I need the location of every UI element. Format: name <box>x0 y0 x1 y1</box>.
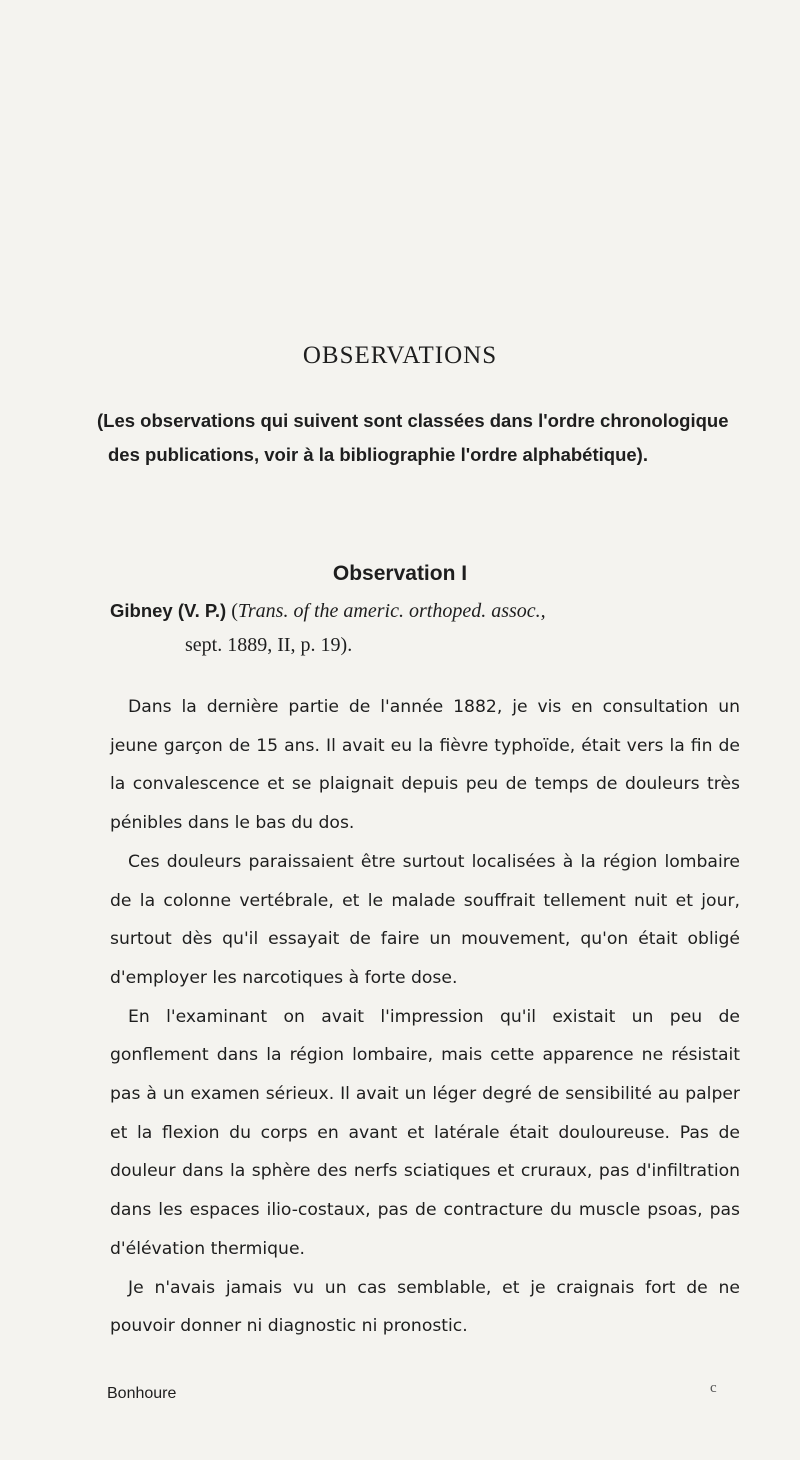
paragraph: Dans la dernière partie de l'année 1882, je vis en consultation un jeune garçon de 15 ans. Il avait eu la fièvre typhoïde, était vers la fin de la convalescence et se plaignait depuis peu de temps de douleurs très pénibles dans le bas du dos. <box>110 697 740 834</box>
reference-author: Gibney (V. P.) <box>110 600 227 621</box>
paragraph: Je n'avais jamais vu un cas semblable, et je craignais fort de ne pouvoir donner ni diagnostic ni pronostic. <box>110 1277 740 1337</box>
intro-note: (Les observations qui suivent sont classées dans l'ordre chronologique des publications, voir à la bibliographie l'ordre alphabétique). <box>97 410 729 465</box>
page-heading: OBSERVATIONS <box>302 342 498 369</box>
reference-journal: Trans. of the americ. orthoped. assoc., <box>237 600 546 622</box>
observation-title: Observation I <box>332 562 468 585</box>
paragraph: Ces douleurs paraissaient être surtout localisées à la région lombaire de la colonne vertébrale, et le malade souffrait tellement nuit et jour, surtout dès qu'il essayait de faire un mouvement, qu'on était obligé d'employer les narcotiques à forte dose. <box>110 851 740 988</box>
reference-details: sept. 1889, II, p. 19). <box>185 634 353 656</box>
paragraph: En l'examinant on avait l'impression qu'il existait un peu de gonflement dans la région lombaire, mais cette apparence ne résistait pas à un examen sérieux. Il avait un léger degré de sensibilité au palper et la flexion du corps en avant et latérale était douloureuse. Pas de douleur dans la sphère des nerfs sciatiques et cruraux, pas d'infiltration dans les espaces ilio-costaux, pas de contracture du muscle psoas, pas d'élévation thermique. <box>110 1006 740 1259</box>
footer-signature: c <box>710 1380 717 1396</box>
footer-author: Bonhoure <box>107 1385 177 1402</box>
observation-body <box>110 688 740 1346</box>
observation-reference: Gibney (V. P.) (Trans. of the americ. orthoped. assoc., sept. 1889, II, p. 19). <box>110 594 750 662</box>
